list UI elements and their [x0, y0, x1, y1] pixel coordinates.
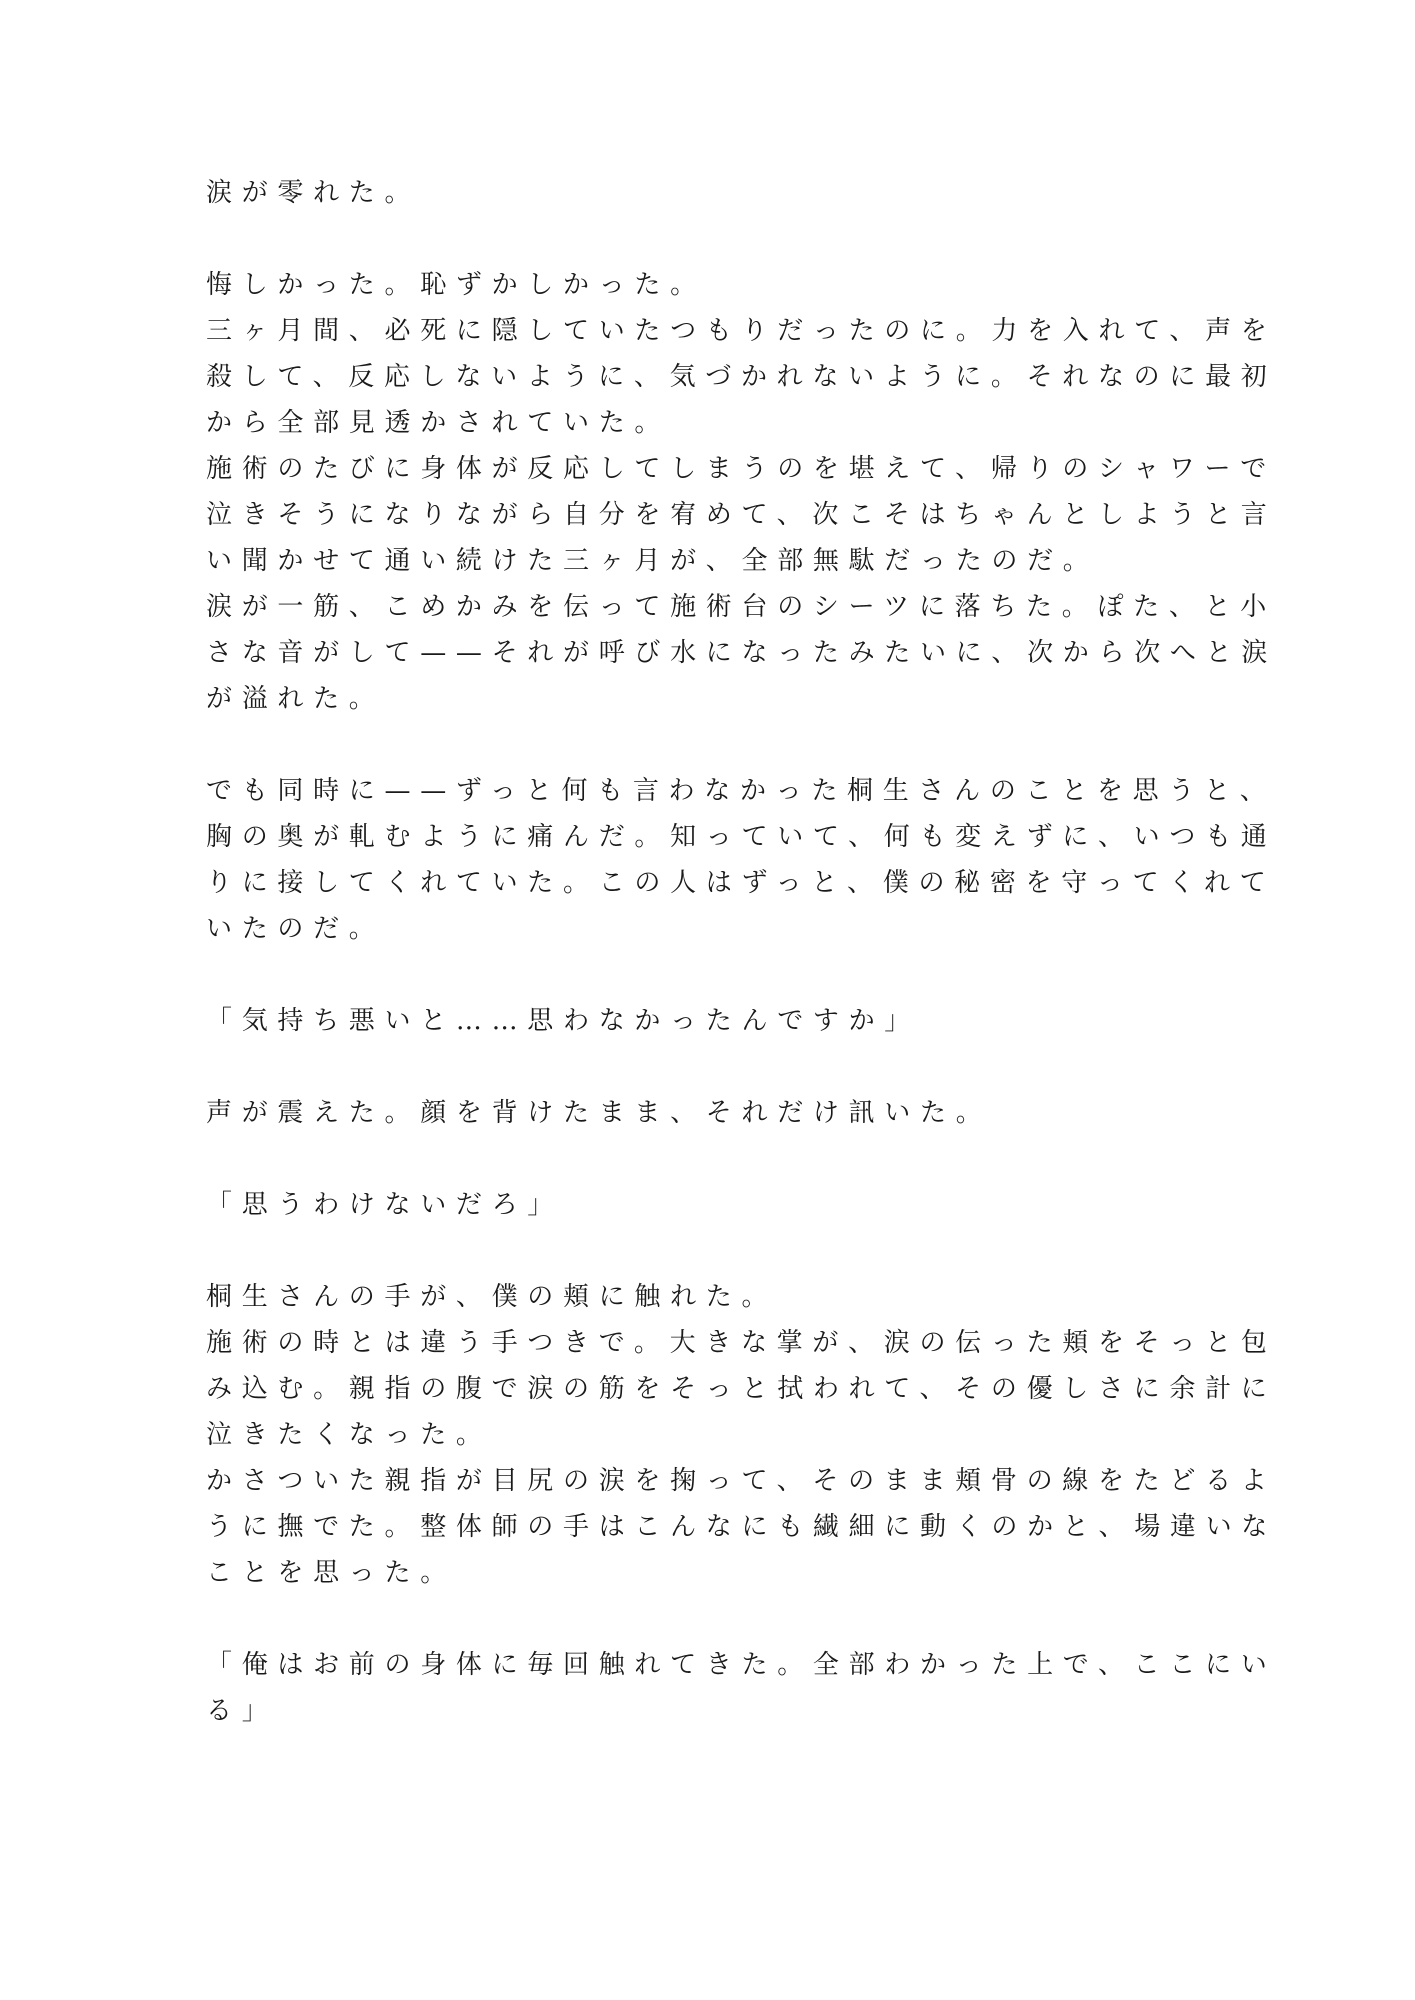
text-line: 「思うわけないだろ」	[206, 1190, 564, 1220]
text-line: 施術のたびに身体が反応してしまうのを堪えて、帰りのシャワーで	[206, 454, 1276, 484]
blank-line	[206, 1044, 1186, 1090]
text-line: い聞かせて通い続けた三ヶ月が、全部無駄だったのだ。	[206, 546, 1099, 576]
text-line: 施術の時とは違う手つきで。大きな掌が、涙の伝った頬をそっと包	[206, 1328, 1277, 1358]
text-line: 涙が零れた。	[206, 178, 421, 208]
text-line: 涙が一筋、こめかみを伝って施術台のシーツに落ちた。ぽた、と小	[206, 592, 1276, 622]
text-line: 「俺はお前の身体に毎回触れてきた。全部わかった上で、ここにい	[206, 1650, 1277, 1680]
document-page	[206, 170, 1278, 1734]
text-line: いたのだ。	[206, 914, 385, 944]
text-line: 泣きたくなった。	[206, 1420, 492, 1450]
text-line: る」	[206, 1696, 278, 1726]
text-line: み込む。親指の腹で涙の筋をそっと拭われて、その優しさに余計に	[206, 1374, 1277, 1404]
text-line: でも同時に——ずっと何も言わなかった桐生さんのことを思うと、	[206, 776, 1276, 806]
text-line: かさついた親指が目尻の涙を掬って、そのまま頬骨の線をたどるよ	[206, 1466, 1277, 1496]
blank-line	[206, 216, 1186, 262]
text-line: 声が震えた。顔を背けたまま、それだけ訊いた。	[206, 1098, 992, 1128]
blank-line	[206, 1136, 1186, 1182]
text-line: ことを思った。	[206, 1558, 456, 1588]
blank-line	[206, 1228, 1186, 1274]
blank-line	[206, 952, 1186, 998]
text-line: うに撫でた。整体師の手はこんなにも繊細に動くのかと、場違いな	[206, 1512, 1278, 1542]
blank-line	[206, 1596, 1186, 1642]
text-line: 三ヶ月間、必死に隠していたつもりだったのに。力を入れて、声を	[206, 316, 1277, 346]
blank-line	[206, 722, 1186, 768]
text-line: 泣きそうになりながら自分を宥めて、次こそはちゃんとしようと言	[206, 500, 1277, 530]
text-line: が溢れた。	[206, 684, 385, 714]
text-line: から全部見透かされていた。	[206, 408, 671, 438]
text-line: りに接してくれていた。この人はずっと、僕の秘密を守ってくれて	[206, 868, 1276, 898]
text-line: 桐生さんの手が、僕の頬に触れた。	[206, 1282, 778, 1312]
text-line: さな音がして——それが呼び水になったみたいに、次から次へと涙	[206, 638, 1278, 668]
text-line: 殺して、反応しないように、気づかれないように。それなのに最初	[206, 362, 1277, 392]
text-line: 悔しかった。恥ずかしかった。	[206, 270, 706, 300]
text-line: 「気持ち悪いと……思わなかったんですか」	[206, 1006, 921, 1036]
text-line: 胸の奥が軋むように痛んだ。知っていて、何も変えずに、いつも通	[206, 822, 1277, 852]
